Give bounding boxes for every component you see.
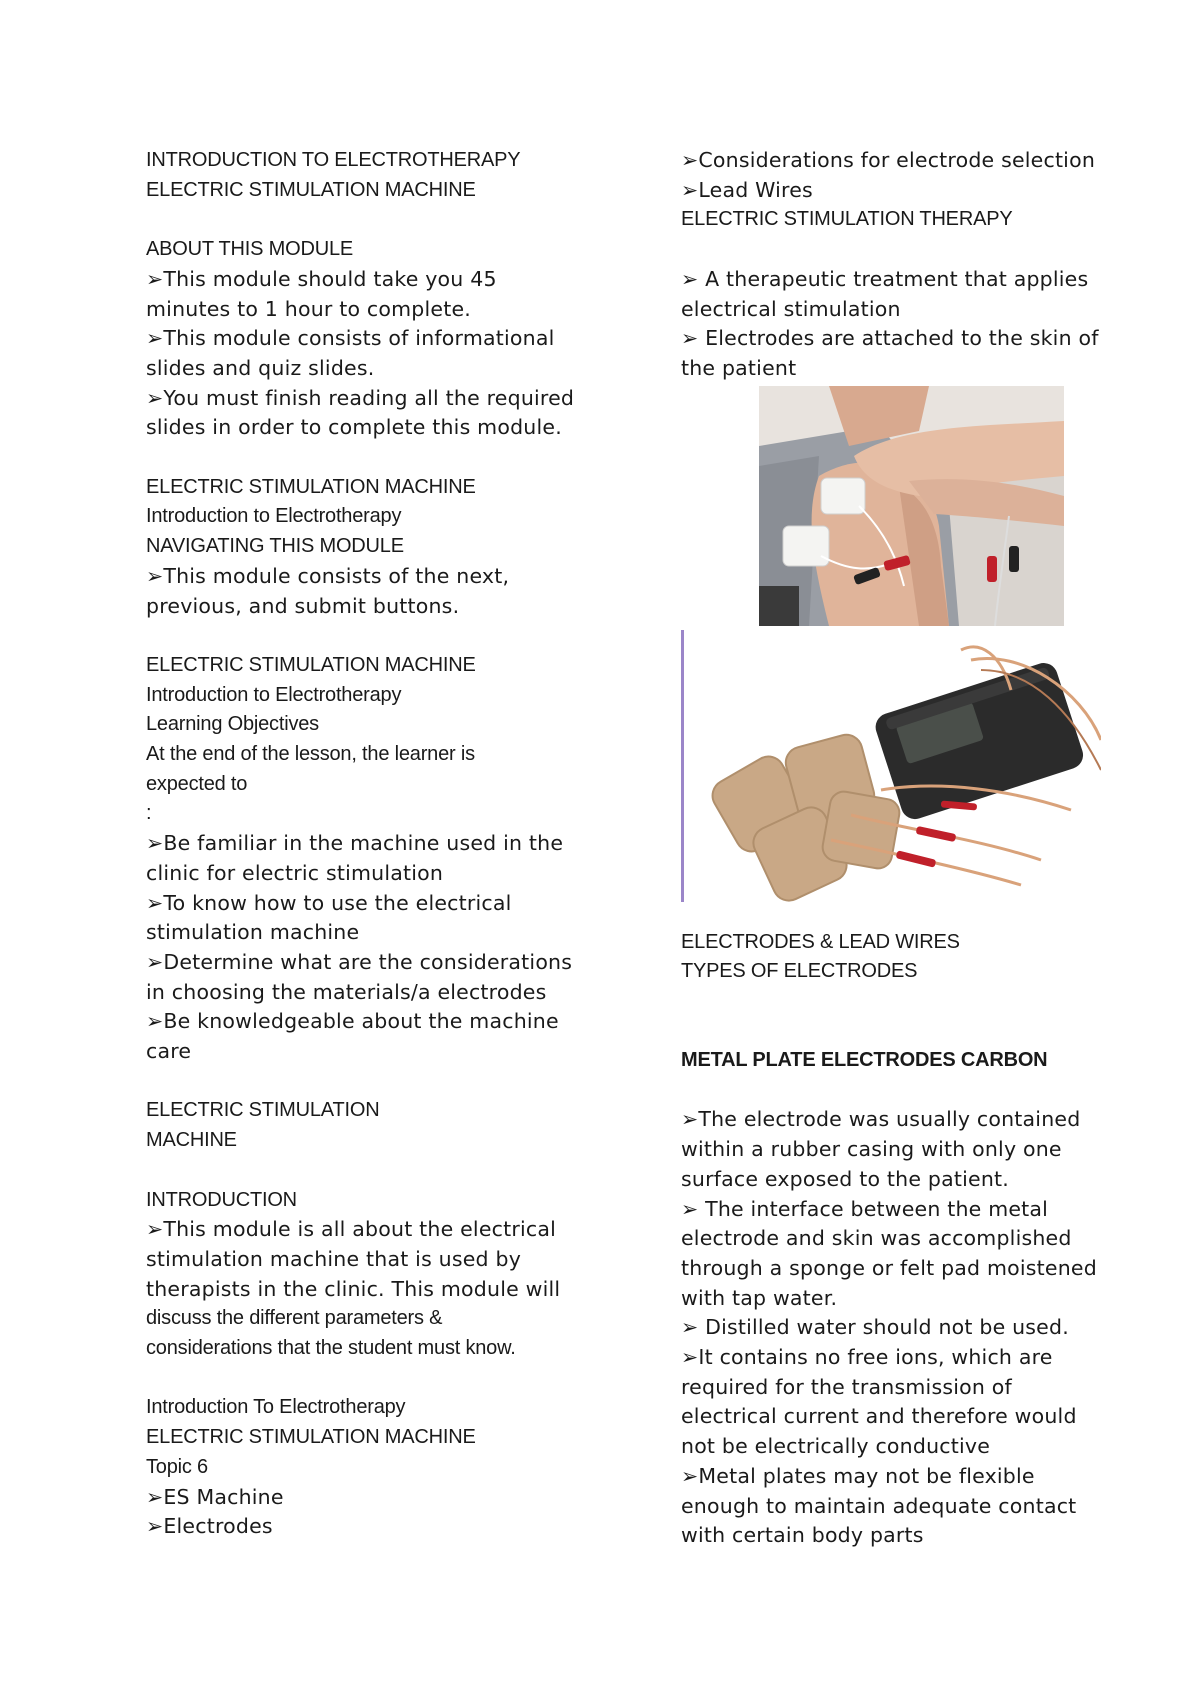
bullet-line: the patient: [681, 355, 797, 380]
bullet-line: ➢You must finish reading all the required: [146, 385, 575, 410]
spacer: [146, 621, 616, 651]
doc-title: INTRODUCTION TO ELECTROTHERAPY: [146, 149, 521, 171]
bullet-line: therapists in the clinic. This module will: [146, 1276, 561, 1301]
paragraph-line: expected to: [146, 772, 248, 795]
section-heading: NAVIGATING THIS MODULE: [146, 535, 404, 558]
bullet-line: enough to maintain adequate contact: [681, 1493, 1077, 1518]
bullet-line: ➢Electrodes: [146, 1514, 273, 1539]
bullet-line: with certain body parts: [681, 1523, 924, 1548]
shoulder-photo-graphic: [759, 386, 1064, 626]
bullet-line: ➢This module is all about the electrical: [146, 1217, 556, 1242]
spacer: [146, 1364, 616, 1394]
bullet-line: minutes to 1 hour to complete.: [146, 296, 471, 321]
spacer: [681, 1076, 1151, 1106]
bullet-line: stimulation machine: [146, 920, 360, 945]
section-heading: MACHINE: [146, 1129, 237, 1152]
spacer: [681, 987, 1151, 1046]
subheading: Learning Objectives: [146, 713, 319, 736]
bullet-line: surface exposed to the patient.: [681, 1166, 1009, 1191]
spacer: [681, 902, 1151, 928]
bullet-line: ➢It contains no free ions, which are: [681, 1345, 1053, 1370]
section-heading: ELECTRIC STIMULATION: [146, 1099, 380, 1122]
section-heading: ELECTRIC STIMULATION MACHINE: [146, 475, 476, 498]
bullet-line: electrical current and therefore would: [681, 1404, 1077, 1429]
subheading: Topic 6: [146, 1455, 208, 1478]
spacer: [146, 443, 616, 473]
subheading: Introduction to Electrotherapy: [146, 683, 402, 706]
bullet-line: ➢This module consists of the next,: [146, 563, 510, 588]
section-heading: ELECTRIC STIMULATION MACHINE: [146, 178, 476, 201]
subheading: Introduction to Electrotherapy: [146, 505, 402, 528]
section-heading: ELECTRIC STIMULATION MACHINE: [146, 653, 476, 676]
bullet-line: with tap water.: [681, 1285, 838, 1310]
paragraph-line: :: [146, 802, 152, 825]
bullet-line: slides in order to complete this module.: [146, 415, 562, 440]
bullet-line: care: [146, 1039, 192, 1064]
bullet-line: ➢ Electrodes are attached to the skin of: [681, 326, 1099, 351]
bullet-line: ➢Be knowledgeable about the machine: [146, 1009, 559, 1034]
bullet-line: ➢The electrode was usually contained: [681, 1107, 1081, 1132]
bullet-line: through a sponge or felt pad moistened: [681, 1255, 1097, 1280]
section-heading: TYPES OF ELECTRODES: [681, 960, 918, 983]
tens-photo-graphic: [681, 630, 1101, 902]
paragraph-line: considerations that the student must know.: [146, 1337, 516, 1360]
bullet-line: ➢Determine what are the considerations: [146, 949, 573, 974]
spacer: [146, 1156, 616, 1186]
bullet-line: in choosing the materials/a electrodes: [146, 979, 547, 1004]
spacer: [681, 235, 1151, 265]
bullet-line: ➢ A therapeutic treatment that applies: [681, 266, 1089, 291]
bullet-line: ➢To know how to use the electrical: [146, 890, 512, 915]
subheading: Introduction To Electrotherapy: [146, 1396, 406, 1419]
paragraph-line: discuss the different parameters &: [146, 1307, 443, 1330]
section-heading: ABOUT THIS MODULE: [146, 238, 354, 261]
bullet-line: ➢This module consists of informational: [146, 326, 555, 351]
bullet-line: previous, and submit buttons.: [146, 593, 460, 618]
section-heading: INTRODUCTION: [146, 1188, 297, 1211]
bullet-line: slides and quiz slides.: [146, 355, 375, 380]
bullet-line: clinic for electric stimulation: [146, 860, 444, 885]
bullet-line: required for the transmission of: [681, 1374, 1012, 1399]
spacer: [146, 205, 616, 235]
bullet-line: electrical stimulation: [681, 296, 901, 321]
bullet-line: not be electrically conductive: [681, 1434, 991, 1459]
bullet-line: electrode and skin was accomplished: [681, 1226, 1072, 1251]
bullet-line: ➢Be familiar in the machine used in the: [146, 831, 564, 856]
bullet-line: ➢ The interface between the metal: [681, 1196, 1049, 1221]
bullet-line: ➢Considerations for electrode selection: [681, 148, 1096, 172]
spacer: [146, 1067, 616, 1097]
bullet-line: ➢ Distilled water should not be used.: [681, 1315, 1069, 1340]
bullet-line: ➢Metal plates may not be flexible: [681, 1463, 1035, 1488]
section-heading: ELECTRODES & LEAD WIRES: [681, 930, 960, 953]
section-heading: ELECTRIC STIMULATION THERAPY: [681, 208, 1013, 231]
bullet-line: ➢ES Machine: [146, 1484, 284, 1509]
paragraph-line: At the end of the lesson, the learner is: [146, 743, 475, 766]
section-heading: ELECTRIC STIMULATION MACHINE: [146, 1426, 476, 1449]
tens-device-photo: [681, 630, 1101, 902]
shoulder-electrodes-photo: [759, 386, 1064, 626]
bullet-line: ➢Lead Wires: [681, 177, 813, 202]
bold-heading: METAL PLATE ELECTRODES CARBON: [681, 1049, 1048, 1072]
bullet-line: within a rubber casing with only one: [681, 1137, 1062, 1162]
left-column: [146, 146, 616, 1542]
bullet-line: stimulation machine that is used by: [146, 1246, 522, 1271]
bullet-line: ➢This module should take you 45: [146, 266, 497, 291]
right-column: [681, 146, 1151, 1551]
